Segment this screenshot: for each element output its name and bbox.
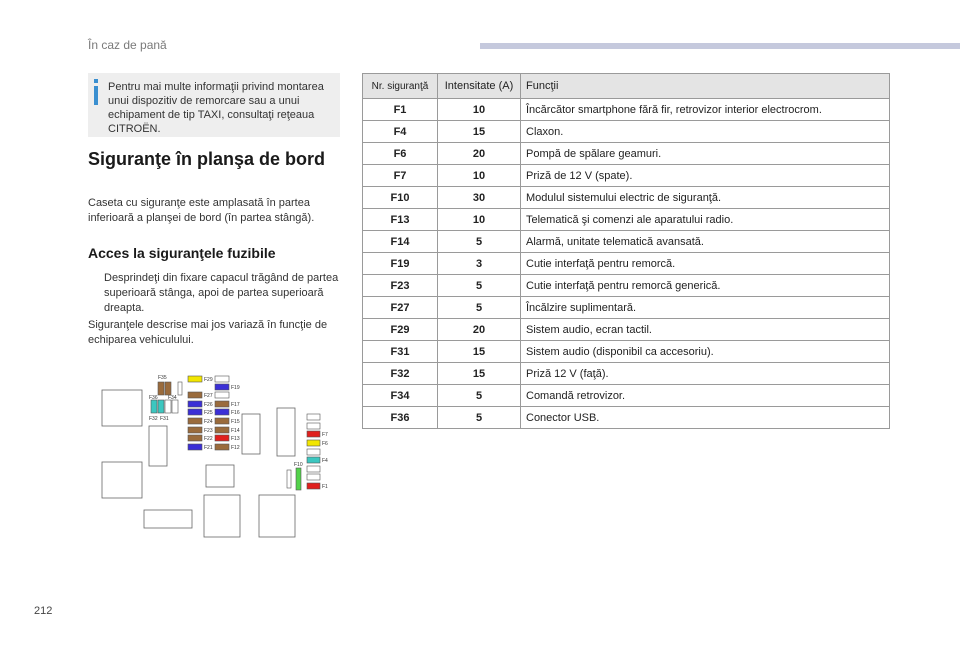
fuse-function: Pompă de spălare geamuri. [521,143,890,165]
info-box [88,73,340,137]
svg-text:F36: F36 [149,395,158,401]
svg-text:F1: F1 [322,484,328,490]
fuse-function: Sistem audio, ecran tactil. [521,319,890,341]
fuse-function: Alarmă, unitate telematică avansată. [521,231,890,253]
fuse-number: F7 [363,165,438,187]
fuse-function: Încărcător smartphone fără fir, retrovizor interior electrocrom. [521,99,890,121]
header-functions: Funcţii [521,74,890,99]
table-row [363,275,890,297]
header-fuse-number: Nr. siguranţă [363,74,438,99]
svg-text:F35: F35 [158,375,167,381]
svg-text:F4: F4 [322,458,328,464]
info-icon [92,79,100,105]
fuse-amps: 15 [438,363,521,385]
fuse-amps: 20 [438,319,521,341]
header-intensity: Intensitate (A) [438,74,521,99]
fuse-number: F29 [363,319,438,341]
svg-text:F24: F24 [204,419,213,425]
fuse-function: Încălzire suplimentară. [521,297,890,319]
fuse-function: Telematică şi comenzi ale aparatului radio. [521,209,890,231]
fuse-number: F4 [363,121,438,143]
fuse-amps: 3 [438,253,521,275]
fuse-number: F13 [363,209,438,231]
fuse-amps: 5 [438,385,521,407]
table-row [363,187,890,209]
fuse-amps: 10 [438,209,521,231]
fuse-amps: 5 [438,275,521,297]
fuse-function: Claxon. [521,121,890,143]
table-row [363,209,890,231]
table-row [363,385,890,407]
table-row [363,165,890,187]
table-row [363,341,890,363]
table-row [363,363,890,385]
fuse-number: F34 [363,385,438,407]
svg-text:F26: F26 [204,402,213,408]
svg-text:F13: F13 [231,436,240,442]
svg-text:F7: F7 [322,432,328,438]
fuse-amps: 5 [438,297,521,319]
header-accent-bar [480,43,960,49]
svg-text:F31: F31 [160,416,169,422]
svg-text:F23: F23 [204,428,213,434]
fuses-right-column [215,376,229,450]
page-number: 212 [34,605,53,617]
table-row [363,319,890,341]
svg-text:F32: F32 [149,416,158,422]
fuse-function: Priză 12 V (faţă). [521,363,890,385]
fuse-function: Conector USB. [521,407,890,429]
svg-text:F15: F15 [231,419,240,425]
intro-paragraph: Caseta cu siguranţe este amplasată în partea inferioară a planşei de bord (în partea stângă). [88,197,315,224]
fuse-number: F19 [363,253,438,275]
svg-text:F19: F19 [231,385,240,391]
fuse-number: F31 [363,341,438,363]
fuse-amps: 10 [438,165,521,187]
fuse-function: Sistem audio (disponibil ca accesoriu). [521,341,890,363]
info-text: Pentru mai multe informaţii privind montarea unui dispozitiv de remorcare sau a unui echipament de tip TAXI, consultaţi reţeaua CITROËN. [108,81,324,135]
fuse-function: Cutie interfaţă pentru remorcă generică. [521,275,890,297]
svg-text:F21: F21 [204,445,213,451]
svg-text:F25: F25 [204,410,213,416]
svg-text:F27: F27 [204,393,213,399]
fuse-function: Modulul sistemului electric de siguranţă. [521,187,890,209]
fuse-number: F32 [363,363,438,385]
fuse-amps: 15 [438,121,521,143]
svg-text:F6: F6 [322,441,328,447]
table-row [363,297,890,319]
fuse-amps: 5 [438,231,521,253]
svg-text:F34: F34 [168,395,177,401]
fuses-middle-column [188,376,202,450]
svg-text:F10: F10 [294,462,303,468]
svg-text:F29: F29 [204,377,213,383]
fuse-number: F6 [363,143,438,165]
table-row [363,143,890,165]
chapter-title: În caz de pană [88,38,167,52]
svg-text:F16: F16 [231,410,240,416]
fuses-far-right [287,414,320,490]
table-row [363,407,890,429]
subsection-title: Acces la siguranţele fuzibile [88,245,276,261]
table-row [363,253,890,275]
note-text: Siguranţele descrise mai jos variază în funcţie de echiparea vehiculului. [88,319,328,346]
fuse-number: F10 [363,187,438,209]
table-header-row [363,74,890,99]
fuse-number: F14 [363,231,438,253]
table-row [363,99,890,121]
fuse-function: Cutie interfaţă pentru remorcă. [521,253,890,275]
fuse-number: F1 [363,99,438,121]
fuse-amps: 10 [438,99,521,121]
fuse-function: Comandă retrovizor. [521,385,890,407]
svg-text:F12: F12 [231,445,240,451]
bullet-text: Desprindeţi din fixare capacul trăgând de partea superioară stânga, apoi de partea superioară dreapta. [104,272,339,314]
fuse-amps: 15 [438,341,521,363]
svg-text:F17: F17 [231,402,240,408]
fuse-number: F36 [363,407,438,429]
table-row [363,231,890,253]
fuse-number: F23 [363,275,438,297]
fuse-number: F27 [363,297,438,319]
fuse-function: Priză de 12 V (spate). [521,165,890,187]
svg-text:F14: F14 [231,428,240,434]
fuse-amps: 5 [438,407,521,429]
fuse-table [362,73,890,429]
svg-text:F22: F22 [204,436,213,442]
fuse-amps: 30 [438,187,521,209]
section-title: Siguranţe în planşa de bord [88,149,326,169]
table-row [363,121,890,143]
fuse-amps: 20 [438,143,521,165]
fuse-box-diagram [100,368,340,540]
